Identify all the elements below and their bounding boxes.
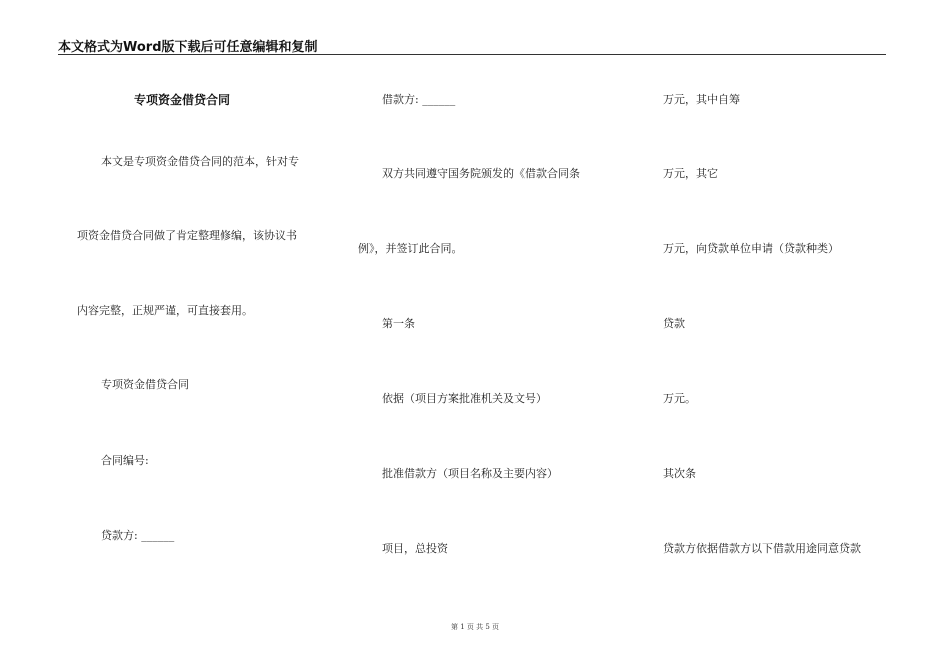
col3-line-7: 贷款方依据借款方以下借款用途同意贷款 xyxy=(663,542,861,555)
lender-label: 贷款方: ______ xyxy=(101,529,175,542)
page-footer: 第 1 页 共 5 页 xyxy=(450,623,500,631)
col3-line-5: 万元。 xyxy=(663,392,696,405)
col1-line-3: 内容完整，正规严谨，可直接套用。 xyxy=(77,304,253,317)
col2-line-7: 项目，总投资 xyxy=(382,542,448,555)
col1-line-1: 本文是专项资金借贷合同的范本，针对专 xyxy=(101,155,299,168)
col3-line-1: 万元，其中自筹 xyxy=(663,93,740,106)
header-text: 本文格式为Word版下载后可任意编辑和复制 xyxy=(58,40,318,55)
col2-line-5: 依据（项目方案批准机关及文号） xyxy=(382,392,547,405)
col1-line-4: 专项资金借贷合同 xyxy=(101,378,189,391)
article-one-heading: 第一条 xyxy=(382,317,415,330)
article-two-heading: 其次条 xyxy=(663,467,696,480)
document-title: 专项资金借贷合同 xyxy=(134,93,231,107)
col2-line-2: 双方共同遵守国务院颁发的《借款合同条 xyxy=(382,167,580,180)
borrower-label: 借款方: ______ xyxy=(382,93,456,106)
col2-line-6: 批准借款方（项目名称及主要内容） xyxy=(382,467,558,480)
col1-line-2: 项资金借贷合同做了肯定整理修编，该协议书 xyxy=(77,229,297,242)
col2-line-3: 例》，并签订此合同。 xyxy=(358,242,463,255)
col3-line-2: 万元，其它 xyxy=(663,167,718,180)
page-header xyxy=(58,34,886,55)
col3-line-3: 万元，向贷款单位申请（贷款种类） xyxy=(663,242,839,255)
col3-line-4: 贷款 xyxy=(663,317,685,330)
contract-number-label: 合同编号: xyxy=(101,454,149,467)
